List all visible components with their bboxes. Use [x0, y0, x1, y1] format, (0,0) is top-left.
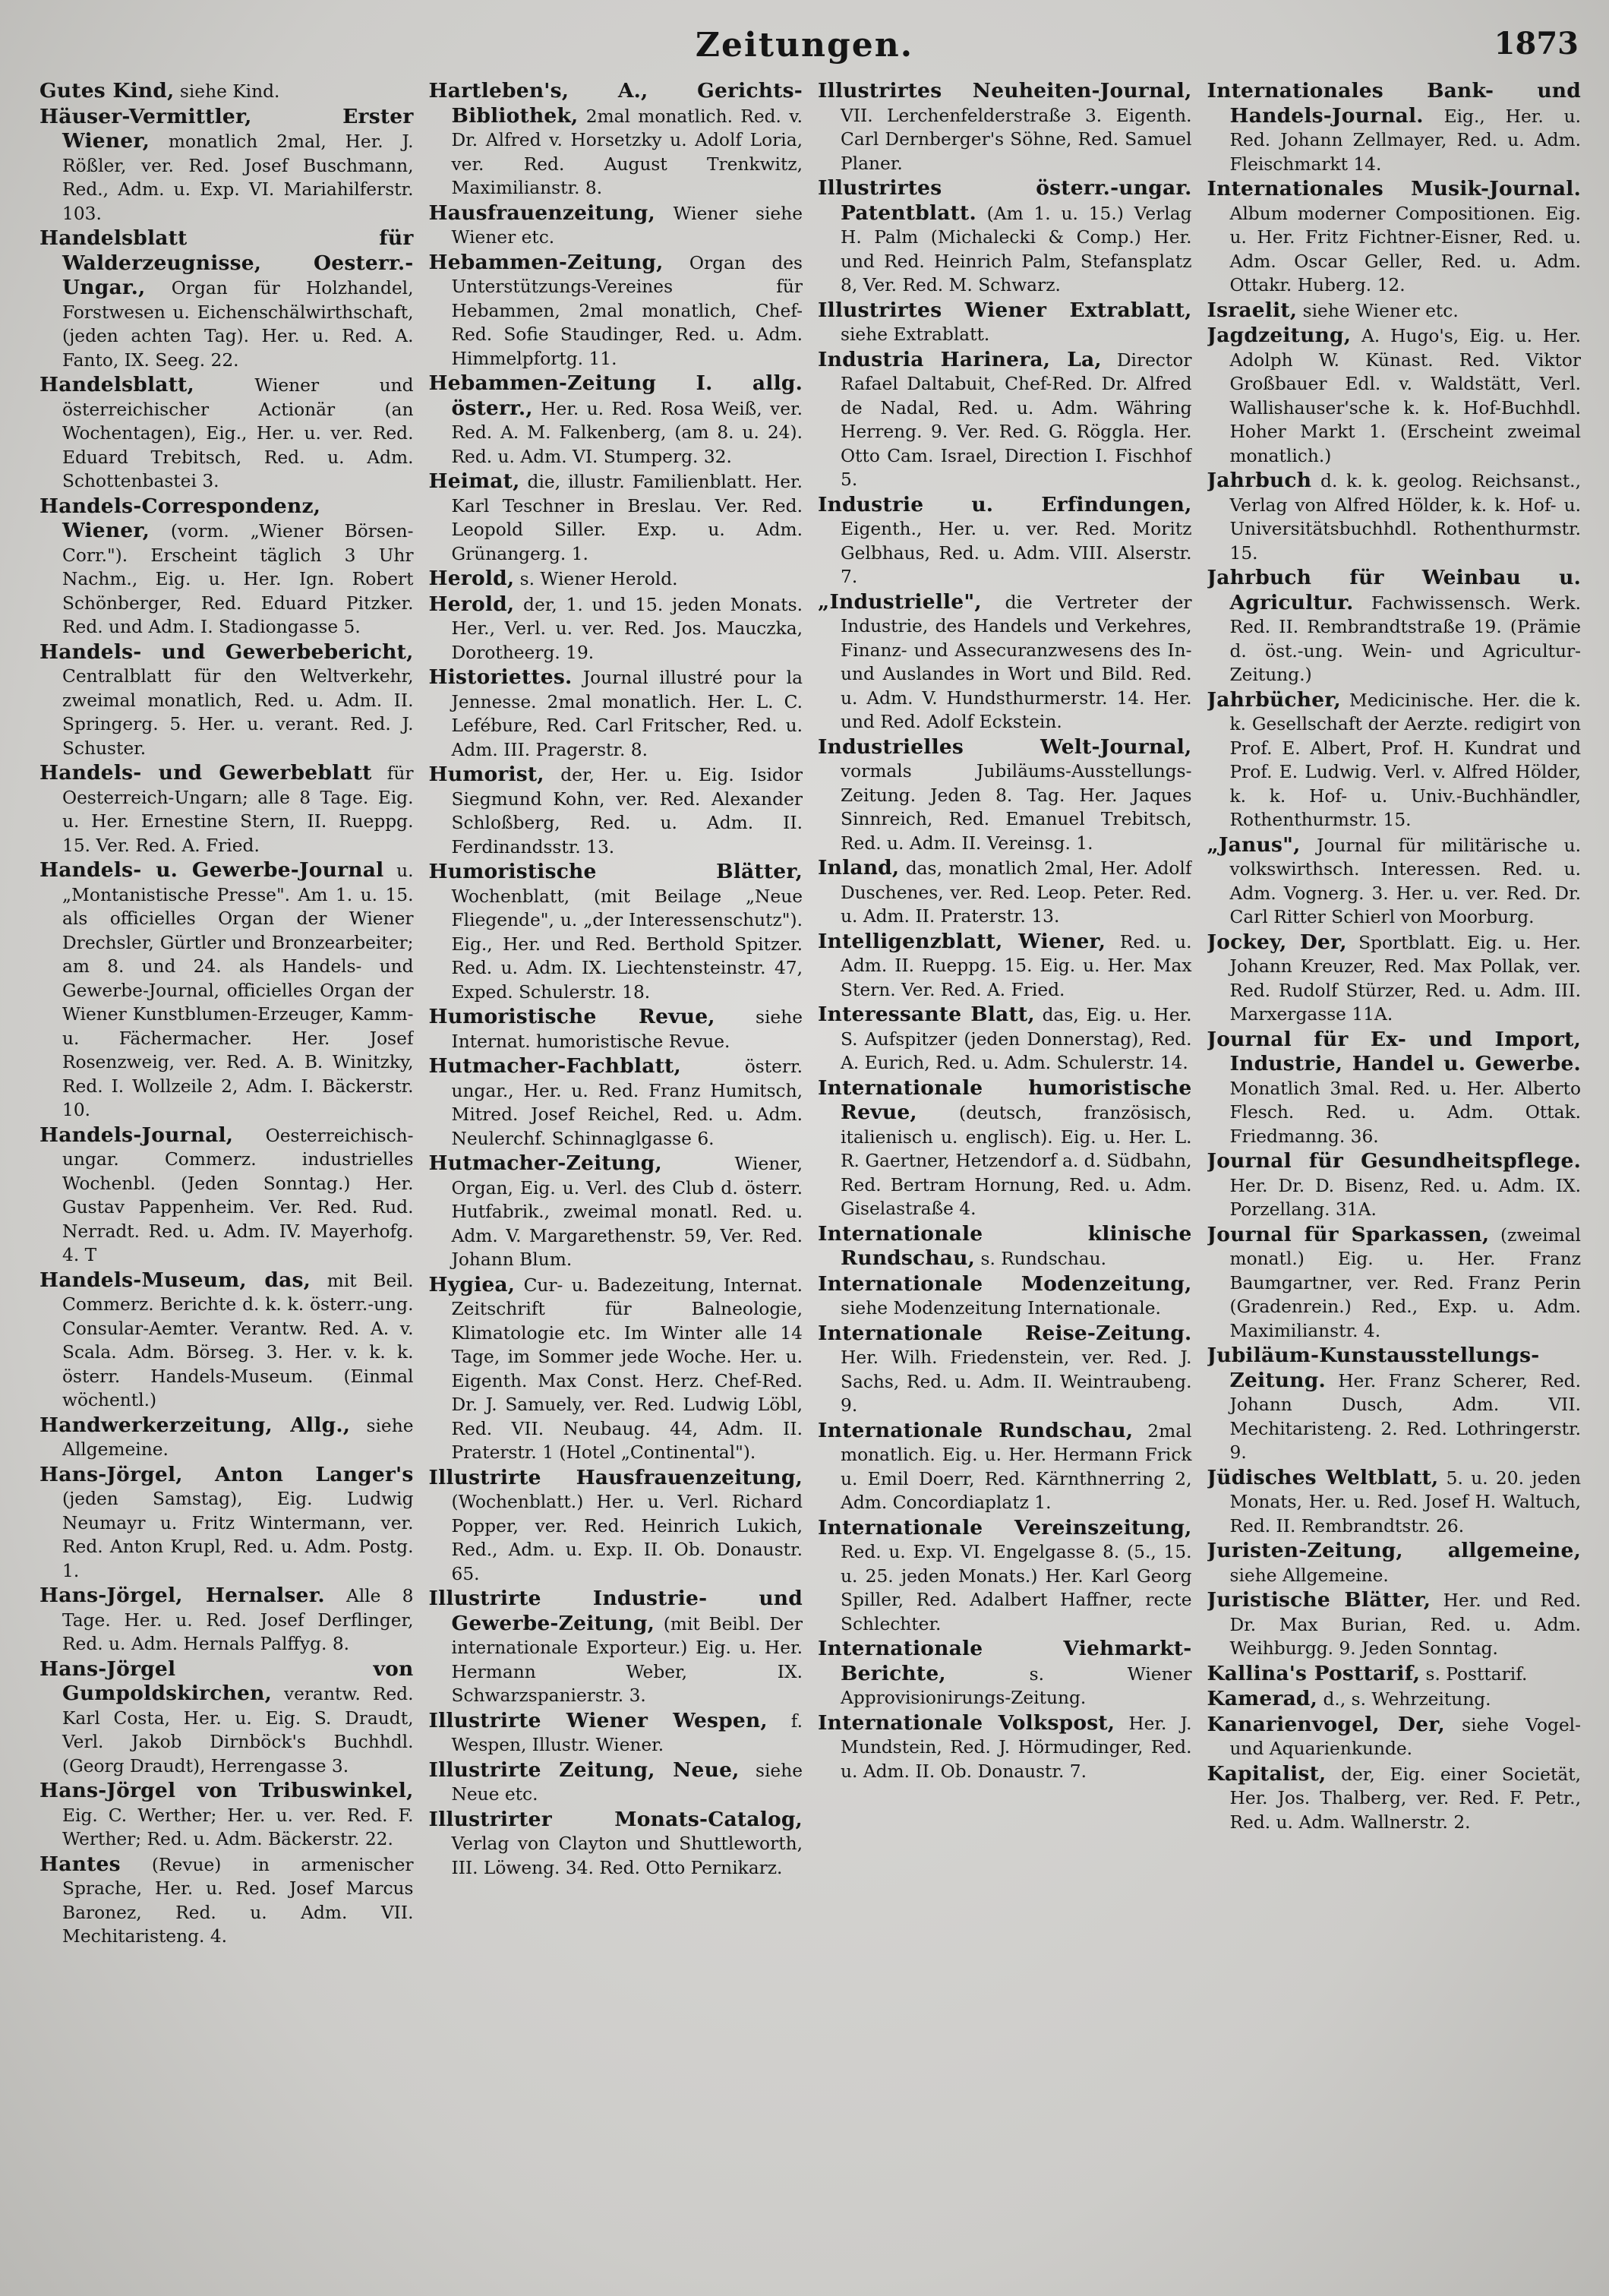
directory-entry [818, 1272, 1192, 1321]
entry-details: u. „Montanistische Presse". Am 1. u. 15. als officielles Organ der Wiener Drechsler, Gürtler und Bronzearbeiter; am 8. und 24. als Handels- und Gewerbe-Journal, officielles Organ der Wiener Kunstblumen-Erzeuger, Kamm- u. Fächermacher. Her. Josef Rosenzweig, ver. Red. A. B. Winitzky, Red. I. Wollzeile 2, Adm. I. Bäckerstr. 10. [62, 861, 414, 1120]
entry-details: siehe Modenzeitung Internationale. [841, 1298, 1161, 1319]
directory-entry [818, 298, 1192, 347]
directory-entry [429, 1808, 803, 1881]
column-2 [429, 79, 803, 2266]
entry-title: Jüdisches Weltblatt, [1207, 1465, 1439, 1489]
directory-entry [429, 567, 803, 592]
entry-title: Humoristische Blätter, [428, 860, 803, 883]
entry-details: Wiener siehe Wiener etc. [451, 203, 803, 248]
directory-entry [429, 860, 803, 1004]
directory-entry [818, 348, 1192, 492]
column-1 [39, 79, 414, 2266]
directory-entry [1207, 833, 1582, 930]
entry-details: Eigenth., Her. u. ver. Red. Moritz Gelbhaus, Red. u. Adm. VIII. Alserstr. 7. [841, 519, 1192, 587]
entry-title: Jahrbuch für Weinbau u. Agricultur. [1207, 566, 1581, 614]
entry-title: Hausfrauenzeitung, [428, 201, 655, 225]
entry-details: österr. ungar., Her. u. Red. Franz Humitsch, Mitred. Josef Reichel, Red. u. Adm. Neulerchf. Schinnaglgasse 6. [451, 1056, 803, 1149]
entry-details: Wochenblatt, (mit Beilage „Neue Fliegende", u. „der Interessenschutz"). Eig., Her. und Red. Berthold Spitzer. Red. u. Adm. IX. Liechtensteinstr. 47, Exped. Schulerstr. 18. [451, 886, 803, 1003]
directory-entry [1207, 177, 1582, 298]
directory-entry [429, 201, 803, 250]
entry-details: Her. Wilh. Friedenstein, ver. Red. J. Sachs, Red. u. Adm. II. Weintraubeng. 9. [841, 1347, 1192, 1416]
entry-details: (Am 1. u. 15.) Verlag H. Palm (Michalecki & Comp.) Her. und Red. Heinrich Palm, Stefansplatz 8, Ver. Red. M. Schwarz. [841, 203, 1192, 295]
entry-title: Internationale Reise-Zeitung. [818, 1321, 1192, 1345]
entry-details: Wiener, Organ, Eig. u. Verl. des Club d. österr. Hutfabrik., zweimal monatl. Red. u. Adm. V. Margarethenstr. 59, Ver. Red. Johann Blum. [451, 1154, 803, 1270]
entry-title: Internationales Musik-Journal. [1207, 177, 1581, 201]
column-4 [1207, 79, 1582, 2266]
entry-title: Journal für Sparkassen, [1207, 1222, 1490, 1246]
directory-entry [39, 858, 414, 1123]
directory-entry [39, 373, 414, 494]
entry-details: siehe Vogel- und Aquarienkunde. [1229, 1714, 1581, 1759]
directory-entry [1207, 1344, 1582, 1465]
entry-title: Inland, [818, 856, 900, 880]
entry-title: Hutmacher-Fachblatt, [428, 1054, 681, 1078]
entry-details: (vorm. „Wiener Börsen-Corr."). Erscheint täglich 3 Uhr Nachm., Eig. u. Her. Ign. Robert Schönberger, Red. Eduard Pitzker. Red. und Adm. I. Stadiongasse 5. [62, 521, 414, 637]
directory-entry [39, 105, 414, 226]
entry-details: 2mal monatlich. Red. v. Dr. Alfred v. Horsetzky u. Adolf Loria, ver. Red. August Trenkwitz, Maximilianstr. 8. [451, 106, 803, 198]
entry-title: Handelsblatt, [39, 373, 194, 396]
directory-entry [1207, 1687, 1582, 1712]
directory-entry [429, 1054, 803, 1151]
entry-details: VII. Lerchenfelderstraße 3. Eigenth. Carl Dernberger's Söhne, Red. Samuel Planer. [841, 105, 1192, 174]
entry-details: d., s. Wehrzeitung. [1317, 1689, 1491, 1710]
entry-details: Journal für militärische u. volkswirthsch. Interessen. Red. u. Adm. Vognerg. 3. Her. u. ver. Red. Dr. Carl Ritter Schierl von Moorburg. [1229, 835, 1581, 927]
entry-title: Hans-Jörgel, Hernalser. [39, 1584, 325, 1607]
directory-entry [818, 1711, 1192, 1784]
directory-entry [1207, 688, 1582, 832]
entry-details: siehe Wiener etc. [1297, 300, 1459, 321]
directory-entry [429, 665, 803, 762]
entry-details: siehe Internat. humoristische Revue. [451, 1007, 803, 1052]
entry-title: Juristische Blätter, [1207, 1588, 1431, 1612]
directory-entry [818, 1637, 1192, 1710]
entry-title: Internationale Volkspost, [818, 1710, 1115, 1735]
entry-details: siehe Neue etc. [451, 1760, 803, 1805]
entry-title: Hantes [39, 1852, 121, 1876]
directory-entry [39, 79, 414, 104]
entry-details: Red. u. Adm. II. Rueppg. 15. Eig. u. Her. Max Stern. Ver. Red. A. Fried. [841, 931, 1192, 1000]
entry-title: Industrielles Welt-Journal, [818, 734, 1192, 759]
entry-title: Handels-Museum, das, [39, 1268, 311, 1292]
entry-title: Heimat, [428, 469, 520, 493]
entry-details: Alle 8 Tage. Her. u. Red. Josef Derflinger, Red. u. Adm. Hernals Palffyg. 8. [62, 1586, 414, 1654]
directory-entry [1207, 1662, 1582, 1687]
entry-details: mit Beil. Commerz. Berichte d. k. k. österr.-ung. Consular-Aemter. Verantw. Red. A. v. Scala. Adm. Börseg. 3. Her. v. k. k. österr. Handels-Museum. (Einmal wöchentl.) [62, 1270, 414, 1410]
entry-details: Organ für Holzhandel, Forstwesen u. Eichenschälwirthschaft, (jeden achten Tag). Her. u. Red. A. Fanto, IX. Seeg. 22. [62, 278, 414, 371]
directory-entry [429, 469, 803, 566]
entry-title: „Industrielle", [818, 589, 982, 614]
entry-details: Verlag von Clayton und Shuttleworth, III. Löweng. 34. Red. Otto Pernikarz. [451, 1833, 803, 1878]
directory-entry [1207, 1223, 1582, 1344]
entry-details: siehe Extrablatt. [841, 324, 990, 345]
entry-title: Industria Harinera, La, [818, 347, 1102, 371]
entry-title: Hans-Jörgel von Gumpoldskirchen, [39, 1656, 414, 1705]
directory-entry [1207, 1539, 1582, 1587]
entry-details: (Revue) in armenischer Sprache, Her. u. Red. Josef Marcus Baronez, Red. u. Adm. VII. Mechitaristeng. 4. [62, 1854, 414, 1947]
entry-details: d. k. k. geolog. Reichsanst., Verlag von Alfred Hölder, k. k. Hof- u. Universitätsbuchhdl. Rothenthurmstr. 15. [1229, 471, 1581, 564]
directory-entry [1207, 930, 1582, 1027]
entry-title: Internationale Modenzeitung, [818, 1271, 1192, 1296]
directory-entry [818, 79, 1192, 175]
entry-title: Hans-Jörgel, Anton Langer's [39, 1462, 414, 1486]
directory-entry [818, 1222, 1192, 1271]
entry-details: (mit Beibl. Der internationale Exporteur.) Eig. u. Her. Hermann Weber, IX. Schwarzspanierstr. 3. [451, 1613, 803, 1706]
directory-entry [1207, 1149, 1582, 1222]
entry-title: Handels-Correspondenz, Wiener, [39, 494, 321, 542]
entry-title: Internationale Viehmarkt-Berichte, [818, 1637, 1192, 1685]
directory-entry [39, 1123, 414, 1268]
entry-title: Juristen-Zeitung, allgemeine, [1207, 1539, 1581, 1562]
directory-entry [39, 1657, 414, 1779]
column-3 [818, 79, 1192, 2266]
entry-details: s. Wiener Approvisionirungs-Zeitung. [841, 1663, 1192, 1708]
entry-title: Humoristische Revue, [428, 1005, 715, 1028]
entry-title: Handels-Journal, [39, 1123, 234, 1147]
entry-details: Organ des Unterstützungs-Vereines für Hebammen, 2mal monatlich, Chef-Red. Sofie Staudinger, Red. u. Adm. Himmelpfortg. 11. [451, 252, 803, 369]
entry-details: Her. u. Red. Rosa Weiß, ver. Red. A. M. Falkenberg, (am 8. u. 24). Red. u. Adm. VI. Stumperg. 32. [451, 398, 803, 467]
directory-entry [818, 856, 1192, 929]
entry-title: Handels- u. Gewerbe-Journal [39, 858, 384, 882]
entry-details: s. Posttarif. [1420, 1663, 1528, 1685]
entry-details: verantw. Red. Karl Costa, Her. u. Eig. S. Draudt, Verl. Jakob Dirnböck's Buchhdl. (Georg Draudt), Herrengasse 3. [62, 1684, 414, 1776]
directory-entry [429, 79, 803, 201]
entry-details: Her. Dr. D. Bisenz, Red. u. Adm. IX. Porzellang. 31A. [1229, 1175, 1581, 1220]
entry-title: Hygiea, [428, 1272, 516, 1296]
entry-title: Herold, [428, 567, 515, 590]
entry-title: Handelsblatt für Walderzeugnisse, Oesterr.-Ungar., [39, 226, 414, 299]
entry-title: Internationale humoristische Revue, [818, 1075, 1192, 1124]
directory-entry [1207, 324, 1582, 468]
entry-details: monatlich 2mal, Her. J. Rößler, ver. Red. Josef Buschmann, Red., Adm. u. Exp. VI. Mariahilferstr. 103. [62, 131, 414, 224]
entry-details: Her. und Red. Dr. Max Burian, Red. u. Adm. Weihburgg. 9. Jeden Sonntag. [1229, 1590, 1581, 1659]
entry-title: Hartleben's, A., Gerichts-Bibliothek, [428, 79, 803, 128]
directory-columns [39, 79, 1581, 2266]
entry-title: Jahrbücher, [1207, 687, 1341, 712]
entry-title: Internationale Vereinszeitung, [818, 1515, 1192, 1540]
entry-details: das, Eig. u. Her. S. Aufspitzer (jeden Donnerstag), Red. A. Eurich, Red. u. Adm. Schulerstr. 14. [841, 1005, 1192, 1073]
directory-entry [429, 1758, 803, 1807]
directory-entry [39, 1413, 414, 1462]
entry-title: Illustrirte Wiener Wespen, [428, 1708, 768, 1732]
directory-entry [39, 640, 414, 761]
directory-entry [429, 251, 803, 371]
entry-details: Monatlich 3mal. Red. u. Her. Alberto Flesch. Red. u. Adm. Ottak. Friedmanng. 36. [1229, 1078, 1581, 1147]
entry-details: Medicinische. Her. die k. k. Gesellschaft der Aerzte. redigirt von Prof. E. Albert, Prof. H. Kundrat und Prof. E. Ludwig. Verl. v. Alfred Hölder, k. k. Hof- u. Univ.-Buchhändler, Rothenthurmstr. 15. [1229, 690, 1581, 830]
entry-title: Illustrirte Hausfrauenzeitung, [428, 1465, 803, 1489]
entry-details: der, Eig. einer Societät, Her. Jos. Thalberg, ver. Red. F. Petr., Red. u. Adm. Wallnerstr. 2. [1229, 1764, 1581, 1833]
entry-details: (Wochenblatt.) Her. u. Verl. Richard Popper, ver. Red. Heinrich Lukich, Red., Adm. u. Exp. II. Ob. Donaustr. 65. [451, 1492, 803, 1584]
entry-title: Jubiläum-Kunstausstellungs-Zeitung. [1207, 1344, 1540, 1392]
entry-details: Her. Franz Scherer, Red. Johann Dusch, Adm. VII. Mechitaristeng. 2. Red. Lothringerstr. 9. [1229, 1370, 1581, 1463]
entry-title: „Janus", [1207, 832, 1301, 857]
directory-entry [1207, 1762, 1582, 1835]
directory-entry [429, 371, 803, 469]
directory-entry [429, 1273, 803, 1465]
entry-details: Cur- u. Badezeitung, Internat. Zeitschrift für Balneologie, Klimatologie etc. Im Winter alle 14 Tage, im Sommer jede Woche. Her. u. Eigenth. Max Const. Herz. Chef-Red. Dr. J. Samuely, ver. Red. Ludwig Löbl, Red. VII. Neubaug. 44, Adm. II. Praterstr. 1 (Hotel „Continental"). [451, 1274, 803, 1463]
entry-details: für Oesterreich-Ungarn; alle 8 Tage. Eig. u. Her. Ernestine Stern, II. Rueppg. 15. Ver. Red. A. Fried. [62, 763, 414, 856]
directory-entry [1207, 1713, 1582, 1761]
directory-entry [1207, 298, 1582, 324]
directory-entry [818, 1419, 1192, 1515]
entry-title: Interessante Blatt, [818, 1003, 1035, 1026]
entry-title: Jagdzeitung, [1207, 324, 1352, 347]
directory-entry [39, 1584, 414, 1656]
directory-entry [818, 493, 1192, 589]
directory-entry [818, 930, 1192, 1003]
directory-entry [1207, 566, 1582, 687]
directory-entry [429, 1587, 803, 1708]
entry-title: Illustrirter Monats-Catalog, [428, 1807, 803, 1831]
directory-entry [818, 1076, 1192, 1221]
entry-title: Kapitalist, [1207, 1761, 1327, 1786]
page-title: Zeitungen. [695, 26, 914, 65]
entry-title: Illustrirte Industrie- und Gewerbe-Zeitung, [428, 1587, 803, 1635]
entry-title: Industrie u. Erfindungen, [818, 492, 1192, 516]
entry-details: (jeden Samstag), Eig. Ludwig Neumayr u. Fritz Wintermann, ver. Red. Anton Krupl, Red. u. Adm. Postg. 1. [62, 1489, 414, 1581]
entry-title: Historiettes. [428, 665, 573, 689]
entry-details: A. Hugo's, Eig. u. Her. Adolph W. Künast. Red. Viktor Großbauer Edl. v. Waldstätt, Verl. Wallishauser'sche k. k. Hof-Buchhdl. Hoher Markt 1. (Erscheint zweimal monatlich.) [1229, 326, 1581, 466]
entry-details: Wiener und österreichischer Actionär (an Wochentagen), Eig., Her. u. ver. Red. Eduard Trebitsch, Red. u. Adm. Schottenbastei 3. [62, 375, 414, 491]
entry-details: Fachwissensch. Werk. Red. II. Rembrandtstraße 19. (Prämie d. öst.-ung. Wein- und Agricultur-Zeitung.) [1229, 592, 1581, 685]
directory-entry [39, 1463, 414, 1584]
entry-title: Kanarienvogel, Der, [1207, 1712, 1445, 1736]
entry-title: Handwerkerzeitung, Allg., [39, 1413, 351, 1437]
entry-title: Kamerad, [1207, 1687, 1318, 1710]
entry-details: Centralblatt für den Weltverkehr, zweimal monatlich, Red. u. Adm. II. Springerg. 5. Her. u. verant. Red. J. Schuster. [62, 666, 414, 759]
entry-details: Her. J. Mundstein, Red. J. Hörmudinger, Red. u. Adm. II. Ob. Donaustr. 7. [841, 1713, 1192, 1782]
directory-entry [429, 1151, 803, 1272]
directory-entry [39, 226, 414, 372]
entry-title: Illustrirtes österr.-ungar. Patentblatt. [818, 176, 1192, 225]
entry-title: Internationale Rundschau, [818, 1418, 1134, 1442]
entry-title: Israelit, [1207, 298, 1298, 322]
entry-details: die, illustr. Familienblatt. Her. Karl Teschner in Breslau. Ver. Red. Leopold Siller. Exp. u. Adm. Grünangerg. 1. [451, 472, 803, 564]
entry-details: f. Wespen, Illustr. Wiener. [451, 1710, 803, 1755]
directory-entry [1207, 79, 1582, 176]
entry-title: Hebammen-Zeitung, [428, 250, 664, 274]
entry-title: Handels- und Gewerbebericht, [39, 640, 414, 664]
directory-entry [429, 1709, 803, 1758]
entry-title: Intelligenzblatt, Wiener, [818, 929, 1106, 953]
entry-title: Gutes Kind, [39, 79, 175, 103]
directory-entry [429, 1466, 803, 1587]
entry-details: Red. u. Exp. VI. Engelgasse 8. (5., 15. u. 25. jeden Monats.) Her. Karl Georg Spiller, Red. Adalbert Haffner, recte Schlechter. [841, 1542, 1192, 1634]
entry-details: das, monatlich 2mal, Her. Adolf Duschenes, ver. Red. Leop. Peter. Red. u. Adm. II. Praterstr. 13. [841, 858, 1192, 927]
entry-title: Illustrirtes Neuheiten-Journal, [818, 79, 1192, 103]
entry-details: (deutsch, französisch, italienisch u. englisch). Eig. u. Her. L. R. Gaertner, Hetzendorf a. d. Südbahn, Red. Bertram Hornung, Red. u. Adm. Giselastraße 4. [841, 1103, 1192, 1219]
entry-title: Häuser-Vermittler, Erster Wiener, [39, 104, 414, 153]
directory-entry [39, 761, 414, 857]
entry-title: Illustrirtes Wiener Extrablatt, [818, 298, 1192, 322]
directory-entry [39, 494, 414, 640]
entry-details: vormals Jubiläums-Ausstellungs-Zeitung. Jeden 8. Tag. Her. Jaques Sinnreich, Red. Emanuel Trebitsch, Red. u. Adm. II. Vereinsg. 1. [841, 761, 1192, 854]
directory-entry [39, 1852, 414, 1949]
entry-details: Oesterreichisch-ungar. Commerz. industrielles Wochenbl. (Jeden Sonntag.) Her. Gustav Pappenheim. Ver. Red. Rud. Nerradt. Red. u. Adm. IV. Mayerhofg. 4. T [62, 1125, 414, 1265]
directory-entry [818, 1003, 1192, 1075]
entry-details: Director Rafael Daltabuit, Chef-Red. Dr. Alfred de Nadal, Red. u. Adm. Währing Herreng. 9. Ver. Red. G. Röggla. Her. Otto Cam. Israel, Direction I. Fischhof 5. [841, 349, 1192, 490]
directory-entry [39, 1779, 414, 1852]
entry-title: Hutmacher-Zeitung, [428, 1151, 662, 1175]
entry-title: Hebammen-Zeitung I. allg. österr., [428, 371, 803, 420]
directory-entry [818, 1516, 1192, 1637]
entry-details: (zweimal monatl.) Eig. u. Her. Franz Baumgartner, ver. Red. Franz Perin (Gradenrein.) Red., Exp. u. Adm. Maximilianstr. 4. [1229, 1224, 1581, 1341]
entry-title: Journal für Ex- und Import, Industrie, Handel u. Gewerbe. [1207, 1027, 1581, 1075]
directory-entry [429, 1005, 803, 1053]
entry-title: Illustrirte Zeitung, Neue, [428, 1758, 740, 1782]
entry-title: Herold, [428, 592, 515, 616]
entry-title: Jahrbuch [1207, 469, 1312, 492]
entry-title: Journal für Gesundheitspflege. [1207, 1149, 1581, 1173]
entry-details: s. Rundschau. [975, 1249, 1107, 1269]
page-header [0, 21, 1609, 74]
page-number: 1873 [1494, 26, 1579, 62]
entry-details: der, Her. u. Eig. Isidor Siegmund Kohn, ver. Red. Alexander Schloßberg, Red. u. Adm. II. Ferdinandsstr. 13. [451, 765, 803, 857]
entry-details: Sportblatt. Eig. u. Her. Johann Kreuzer, Red. Max Pollak, ver. Red. Rudolf Stürzer, Red. u. Adm. III. Marxergasse 11A. [1229, 932, 1581, 1025]
entry-details: Eig., Her. u. Red. Johann Zellmayer, Red. u. Adm. Fleischmarkt 14. [1229, 106, 1581, 175]
directory-entry [818, 735, 1192, 856]
entry-details: siehe Allgemeine. [1229, 1565, 1389, 1586]
entry-details: die Vertreter der Industrie, des Handels und Verkehres, Finanz- und Assecuranzwesens des In- und Auslandes in Wort und Bild. Red. u. Adm. V. Hundsthurmerstr. 14. Her. und Red. Adolf Eckstein. [841, 592, 1192, 732]
directory-entry [39, 1268, 414, 1413]
directory-entry [818, 176, 1192, 298]
directory-entry [1207, 1028, 1582, 1149]
entry-title: Hans-Jörgel von Tribuswinkel, [39, 1779, 414, 1802]
entry-details: 5. u. 20. jeden Monats, Her. u. Red. Josef H. Waltuch, Red. II. Rembrandtstr. 26. [1229, 1467, 1581, 1536]
entry-title: Internationale klinische Rundschau, [818, 1221, 1192, 1270]
directory-entry [818, 1322, 1192, 1418]
directory-entry [429, 763, 803, 859]
entry-details: der, 1. und 15. jeden Monats. Her., Verl. u. ver. Red. Jos. Mauczka, Dorotheerg. 19. [451, 594, 803, 663]
entry-title: Handels- und Gewerbeblatt [39, 761, 372, 785]
entry-title: Kallina's Posttarif, [1207, 1661, 1421, 1685]
entry-details: Eig. C. Werther; Her. u. ver. Red. F. Werther; Red. u. Adm. Bäckerstr. 22. [62, 1805, 414, 1849]
directory-entry [1207, 1466, 1582, 1539]
directory-entry [818, 590, 1192, 734]
entry-details: 2mal monatlich. Eig. u. Her. Hermann Frick u. Emil Doerr, Red. Kärnthnerring 2, Adm. Concordiaplatz 1. [841, 1420, 1192, 1513]
directory-entry [429, 592, 803, 665]
directory-entry [1207, 1588, 1582, 1661]
entry-details: s. Wiener Herold. [514, 569, 678, 589]
entry-details: siehe Kind. [174, 81, 280, 102]
entry-details: Journal illustré pour la Jennesse. 2mal monatlich. Her. L. C. Lefébure, Red. Carl Fritscher, Red. u. Adm. III. Pragerstr. 8. [451, 668, 803, 760]
directory-entry [1207, 469, 1582, 565]
entry-details: siehe Allgemeine. [62, 1415, 414, 1460]
entry-title: Internationales Bank- und Handels-Journal. [1207, 79, 1581, 128]
entry-details: Album moderner Compositionen. Eig. u. Her. Fritz Fichtner-Eisner, Red. u. Adm. Oscar Geller, Red. u. Adm. Ottakr. Huberg. 12. [1229, 203, 1581, 295]
entry-title: Jockey, Der, [1207, 930, 1347, 954]
entry-title: Humorist, [428, 763, 544, 786]
